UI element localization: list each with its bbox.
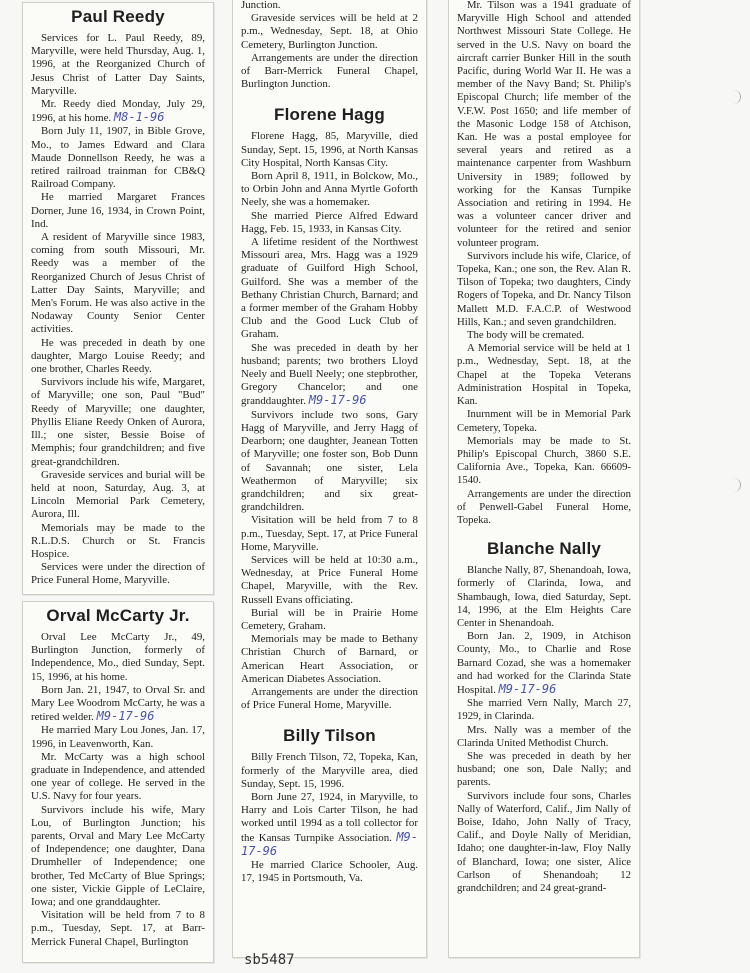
obituary-paragraph: A resident of Maryville since 1983, coming from south Missouri, Mr. Reedy was a member of the Reorganized Church of Jesus Christ of Latter Day Saints, Maryville; and Men's Forum. He was also active in the Nodaway County Senior Center activities. (31, 231, 205, 336)
obituary-paragraph: She married Vern Nally, March 27, 1929, in Clarinda. (457, 697, 631, 723)
handwritten-date-note: M8-1-96 (113, 110, 165, 125)
obituary-paragraph: Graveside services and burial will be held at noon, Saturday, Aug. 3, at Lincoln Memorial Park Cemetery, Aurora, Ill. (31, 468, 205, 521)
obituary-paragraph: She married Pierce Alfred Edward Hagg, Feb. 15, 1933, in Kansas City. (241, 209, 418, 235)
obituary-paragraph: She was preceded in death by her husband; parents; two brothers Lloyd Neely and Buell Neely; one stepbrother, Gregory Chancelor; and one granddaughter. M9-17-96 (241, 341, 418, 408)
obituary-title: Paul Reedy (71, 7, 165, 26)
obituary-paragraph: Visitation will be held from 7 to 8 p.m., Tuesday, Sept. 17, at Price Funeral Home, Maryville. (241, 514, 418, 553)
obituary-paul-reedy (22, 2, 214, 595)
obituary-paragraph: A lifetime resident of the Northwest Missouri area, Mrs. Hagg was a 1929 graduate of Guilford High School, Guilford. She was a member of the Bethany Christian Church, Barnard; and a former member of the Graham Hobby Club and the Good Luck Club of Graham. (241, 236, 418, 341)
obituary-paragraph: Born Jan. 21, 1947, to Orval Sr. and Mary Lee Woodrom McCarty, he was a retired welder. M9-17-96 (31, 683, 205, 724)
catalog-number: sb5487 (244, 952, 295, 968)
punch-hole-mark (726, 90, 741, 104)
obituary-title: Blanche Nally (486, 539, 602, 559)
obituary-paragraph: Services will be held at 10:30 a.m., Wednesday, at Price Funeral Home Chapel, Maryville, with the Rev. Russell Evans officiating. (241, 553, 418, 606)
obituary-paragraph: Born June 27, 1924, in Maryville, to Harry and Lois Carter Tilson, he had worked until 1994 as a toll collector for the Kansas Turnpike Association. M9-17-96 (241, 790, 418, 858)
obituary-paragraph: Billy French Tilson, 72, Topeka, Kan, formerly of the Maryville area, died Sunday, Sept. 15, 1996. (241, 751, 418, 790)
obituary-title: Billy Tilson (283, 726, 376, 746)
obituary-blanche-nally (457, 539, 631, 895)
obituary-paragraph: He married Margaret Frances Dorner, June 16, 1934, in Crown Point, Ind. (31, 191, 205, 230)
obituary-paragraph: Survivors include his wife, Margaret, of Maryville; one son, Paul "Bud" Reedy of Maryville; one daughter, Phyllis Eliane Reedy Onken of Aurora, Ill.; one sister, Bessie Boise of Memphis; four grandchildren; and five great-grandchildren. (31, 376, 205, 468)
obituary-paragraph: Born April 8, 1911, in Bolckow, Mo., to Orbin John and Anna Myrtle Goforth Neely, she was a homemaker. (241, 170, 418, 209)
obituary-paragraph: Born July 11, 1907, in Bible Grove, Mo., to James Edward and Clara Maude Donnellson Reedy, he was a retired railroad trainman for CB&Q Railroad Company. (31, 125, 205, 191)
obituary-paragraph: He was preceded in death by one daughter, Margo Louise Reedy; and one brother, Charles Reedy. (31, 336, 205, 376)
obituary-paragraph: Survivors include four sons, Charles Nally of Waterford, Calif., Jim Nally of Boise, Idaho, John Nally of Tracy, Calif., and Doyle Nally of Meridian, Idaho; one daughter-in-law, Floy Nally of Blanchard, Iowa; one sister, Alice Carlson of Shenandoah; 12 grandchildren; and 24 great-grand- (457, 789, 631, 894)
continuation-paragraph: Memorials may be made to St. Philip's Episcopal Church, 3860 S.E. California Ave., Topeka, Kan. 66609-1540. (457, 434, 631, 487)
punch-hole-mark (726, 478, 741, 492)
continuation-paragraph: Inurnment will be in Memorial Park Cemetery, Topeka. (457, 408, 631, 434)
obituary-paragraph: She was preceded in death by her husband; one son, Dale Nally; and parents. (457, 749, 631, 789)
obituary-paragraph: Arrangements are under the direction of Price Funeral Home, Maryville. (241, 685, 418, 712)
obituary-paragraph: Visitation will be held from 7 to 8 p.m., Tuesday, Sept. 17, at Barr-Merrick Funeral Chapel, Burlington (31, 909, 205, 948)
continuation-paragraph: A Memorial service will be held at 1 p.m., Wednesday, Sept. 18, at the Chapel at the Topeka Veterans Administration Hospital in Topeka, Kan. (457, 342, 631, 408)
obituary-paragraph: He married Mary Lou Jones, Jan. 17, 1996, in Leavenworth, Kan. (31, 724, 205, 750)
handwritten-date-note: M9-17-96 (241, 829, 418, 858)
obituary-paragraph: Memorials may be made to the R.L.D.S. Church or St. Francis Hospice. (31, 521, 205, 560)
obituary-paragraph: Services were under the direction of Price Funeral Home, Maryville. (31, 561, 205, 587)
column-two (232, 0, 427, 958)
obituary-paragraph: Orval Lee McCarty Jr., 49, Burlington Junction, formerly of Independence, Mo., died Sunday, Sept. 15, 1996, at his home. (31, 631, 205, 683)
obituary-paragraph: Mr. McCarty was a high school graduate in Independence, and attended one year of college. He served in the U.S. Navy for four years. (31, 750, 205, 803)
column-three (448, 0, 640, 958)
continuation-paragraph: The body will be cremated. (467, 329, 585, 342)
handwritten-date-note: M9-17-96 (308, 393, 367, 408)
continuation-paragraph: Arrangements are under the direction of Barr-Merrick Funeral Chapel, Burlington Junction. (241, 51, 418, 91)
obituary-title: Florene Hagg (273, 105, 386, 125)
continuation-paragraph: Mr. Tilson was a 1941 graduate of Maryville High School and attended Northwest Missouri State College. He served in the U.S. Navy on board the aircraft carrier Bunker Hill in the south Pacific, during World War II. He was a member of the Navy Band; St. Philip's Episcopal Church; life member of the V.F.W. Post 1650; and life member of the Masonic Lodge 158 of Atchison, Kan. He was a postal employee for several years and retired as a maintenance carpenter from Washburn University in 1989; followed by working for the Kansas Turnpike Association and retiring in 1994. He was a volunteer cancer driver and volunteer for the retired and senior volunteer program. (457, 0, 631, 249)
obituary-paragraph: He married Clarice Schooler, Aug. 17, 1945 in Portsmouth, Va. (241, 858, 418, 885)
obituary-title: Orval McCarty Jr. (46, 606, 190, 625)
obituary-paragraph: Survivors include two sons, Gary Hagg of Maryville, and Jerry Hagg of Dearborn; one daughter, Jeanean Totten of Maryville; one foster son, Bob Dunn of Savannah; one sister, Lela Weathermon of Maryville; six grandchildren; and six great-grandchildren. (241, 408, 418, 514)
obituary-florene-hagg (241, 105, 418, 712)
handwritten-date-note: M9-17-96 (498, 681, 557, 696)
obituary-paragraph: Memorials may be made to Bethany Christian Church of Barnard, or American Heart Association, or American Diabetes Association. (241, 633, 418, 685)
obituary-orval-mccarty (22, 601, 214, 963)
obituary-paragraph: Blanche Nally, 87, Shenandoah, Iowa, formerly of Clarinda, Iowa, and Shambaugh, Iowa, died Saturday, Sept. 14, 1996, at the Elm Heights Care Center in Shenandoah. (457, 564, 631, 629)
continuation-paragraph: Survivors include his wife, Clarice, of Topeka, Kan.; one son, the Rev. Alan R. Tilson of Topeka; two daughters, Cindy Rogers of Topeka, and Dr. Nancy Tilson Mallett M.D. F.A.C.P. of Westwood Hills, Kan.; and seven grandchildren. (457, 249, 631, 328)
continuation-paragraph: Junction. (241, 0, 281, 11)
obituary-paragraph: Florene Hagg, 85, Maryville, died Sunday, Sept. 15, 1996, at North Kansas City Hospital, North Kansas City. (241, 130, 418, 169)
obituary-paragraph: Services for L. Paul Reedy, 89, Maryville, were held Thursday, Aug. 1, 1996, at the Reorganized Church of Jesus Christ of Latter Day Saints, Maryville. (31, 32, 205, 97)
continuation-paragraph: Graveside services will be held at 2 p.m., Wednesday, Sept. 18, at Ohio Cemetery, Burlington Junction. (241, 12, 418, 51)
obituary-paragraph: Burial will be in Prairie Home Cemetery, Graham. (241, 606, 418, 632)
obituary-paragraph: Mr. Reedy died Monday, July 29, 1996, at his home. M8-1-96 (31, 98, 205, 125)
obituary-paragraph: Survivors include his wife, Mary Lou, of Burlington Junction; his parents, Orval and Mary Lee McCarty of Independence; one daughter, Dana Drumheller of Independence; one brother, Ted McCarty of Blue Springs; one sister, Vickie Gipple of LeClaire, Iowa; and one granddaughter. (31, 803, 205, 909)
continuation-paragraph: Arrangements are under the direction of Penwell-Gabel Funeral Home, Topeka. (457, 487, 631, 526)
obituary-paragraph: Mrs. Nally was a member of the Clarinda United Methodist Church. (457, 723, 631, 749)
obituary-billy-tilson (241, 726, 418, 885)
obituary-paragraph: Born Jan. 2, 1909, in Atchison County, Mo., to Charlie and Rose Barnard Cozad, she was a homemaker and had worked for the Clarinda State Hospital. M9-17-96 (457, 630, 631, 696)
handwritten-date-note: M9-17-96 (96, 709, 155, 724)
